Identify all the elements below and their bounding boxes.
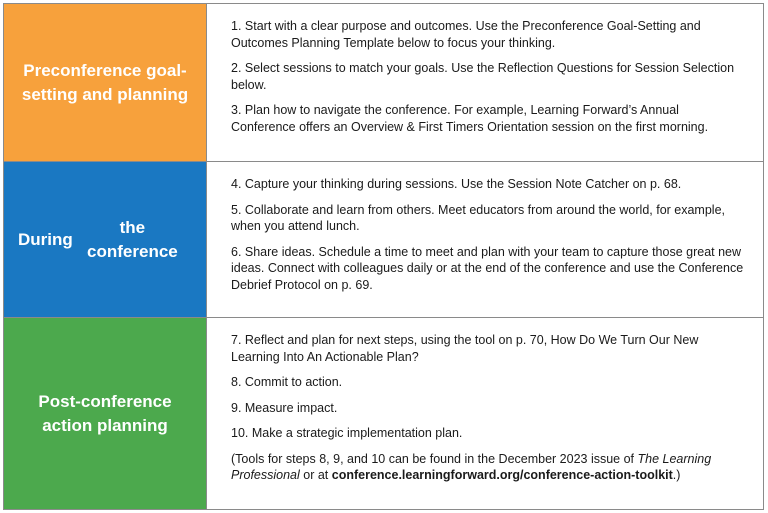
tools-note-middle: or at	[299, 468, 332, 482]
steps-during	[207, 162, 763, 317]
step-1: 1. Start with a clear purpose and outcomes. Use the Preconference Goal-Setting and Outcomes Planning Template below to focus your thinking.	[231, 19, 701, 50]
tools-note-prefix: (Tools for steps 8, 9, and 10 can be found in the December 2023 issue of	[231, 451, 638, 466]
step-8: 8. Commit to action.	[231, 375, 343, 389]
step-2: 2. Select sessions to match your goals. Use the Reflection Questions for Session Selection below.	[231, 61, 735, 92]
conference-steps-table	[3, 3, 764, 510]
toolkit-link[interactable]: conference.learningforward.org/conference-action-toolkit	[331, 468, 673, 482]
phase-label-during-line2: the conference	[87, 217, 178, 261]
step-4: 4. Capture your thinking during sessions. Use the Session Note Catcher on p. 68.	[231, 177, 682, 191]
phase-label-post-conference: Post-conference action planning	[4, 318, 207, 509]
row-post-conference	[4, 317, 763, 509]
publication-title: The Learning Professional	[231, 451, 712, 482]
step-7: 7. Reflect and plan for next steps, using the tool on p. 70, How Do We Turn Our New Learning Into An Actionable Plan?	[231, 333, 699, 364]
tools-note-suffix: .)	[672, 468, 681, 482]
steps-post-conference	[207, 318, 763, 509]
step-10: 10. Make a strategic implementation plan.	[231, 426, 463, 440]
steps-preconference	[207, 4, 763, 161]
phase-label-during	[4, 162, 207, 317]
step-3: 3. Plan how to navigate the conference. For example, Learning Forward’s Annual Conference offers an Overview & First Timers Orientation session on the first morning.	[231, 103, 709, 134]
phase-label-during-line1: During	[18, 229, 73, 249]
step-6: 6. Share ideas. Schedule a time to meet and plan with your team to capture those great new ideas. Connect with colleagues daily or at the end of the conference and use the Conference Debrief Protocol on p. 69.	[231, 244, 744, 292]
row-during	[4, 161, 763, 317]
row-preconference	[4, 4, 763, 161]
step-9: 9. Measure impact.	[231, 400, 338, 415]
step-5: 5. Collaborate and learn from others. Meet educators from around the world, for example, when you attend lunch.	[231, 202, 726, 233]
phase-label-preconference: Preconference goal-setting and planning	[4, 4, 207, 161]
tools-note	[231, 451, 747, 484]
